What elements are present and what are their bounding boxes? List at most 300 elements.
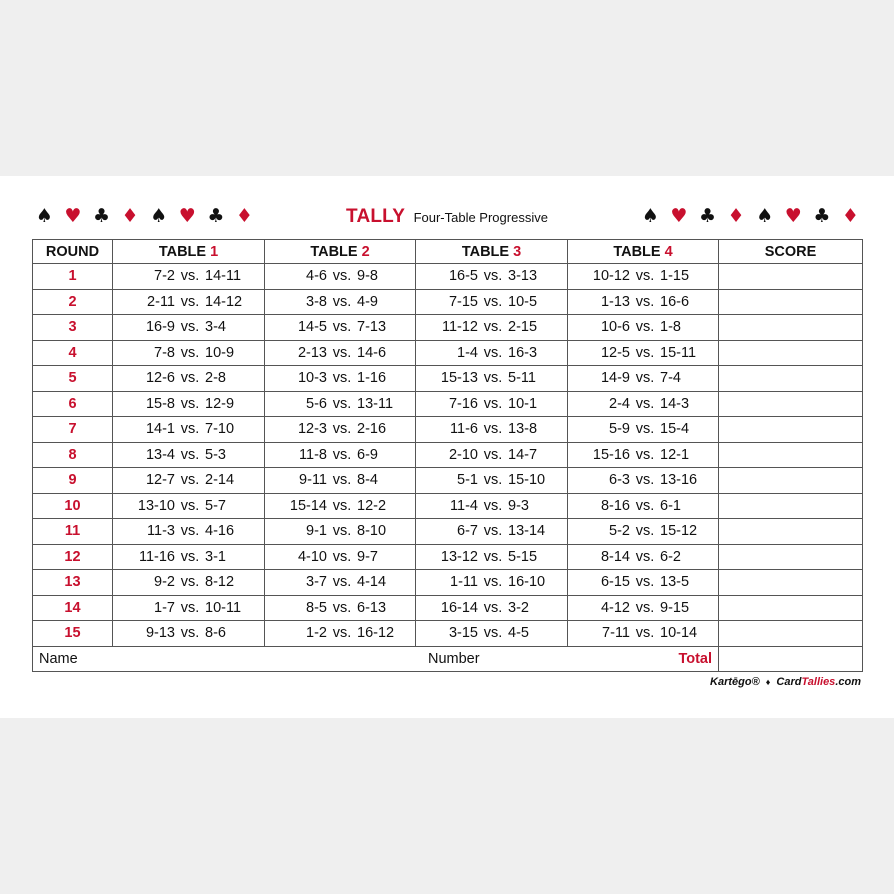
vs-label: vs. xyxy=(180,344,200,361)
title-tally: TALLY xyxy=(346,206,406,227)
pair-b: 8-4 xyxy=(357,472,378,489)
pair-b: 14-3 xyxy=(660,395,690,412)
pair-a: 4-12 xyxy=(600,599,630,616)
score-cell[interactable] xyxy=(719,366,863,392)
vs-label: vs. xyxy=(635,319,655,336)
pair-b: 2-8 xyxy=(205,370,226,387)
vs-label: vs. xyxy=(635,574,655,591)
table-row xyxy=(33,519,863,545)
tally-table xyxy=(32,239,863,672)
pair-b: 14-12 xyxy=(205,293,243,310)
vs-label: vs. xyxy=(332,395,352,412)
vs-label: vs. xyxy=(483,268,503,285)
round-number: 10 xyxy=(33,493,113,519)
vs-label: vs. xyxy=(635,293,655,310)
score-cell[interactable] xyxy=(719,315,863,341)
table-1-match xyxy=(113,315,265,341)
table-3-match xyxy=(416,493,568,519)
pair-a: 15-13 xyxy=(440,370,478,387)
round-number: 4 xyxy=(33,340,113,366)
pair-b: 3-1 xyxy=(205,548,226,565)
pair-a: 6-7 xyxy=(457,523,478,540)
table-3-match xyxy=(416,315,568,341)
vs-label: vs. xyxy=(635,395,655,412)
pair-a: 3-15 xyxy=(448,625,478,642)
pair-b: 2-14 xyxy=(205,472,235,489)
pair-b: 4-16 xyxy=(205,523,235,540)
score-cell[interactable] xyxy=(719,570,863,596)
round-number: 8 xyxy=(33,442,113,468)
table-row xyxy=(33,621,863,647)
vs-label: vs. xyxy=(332,497,352,514)
table-3-match xyxy=(416,366,568,392)
pair-a: 5-9 xyxy=(609,421,630,438)
table-4-match xyxy=(568,366,719,392)
table-4-match xyxy=(568,595,719,621)
pair-b: 3-2 xyxy=(508,599,529,616)
table-4-header: TABLE 4 xyxy=(568,240,719,264)
pair-a: 1-11 xyxy=(450,574,478,591)
vs-label: vs. xyxy=(332,268,352,285)
vs-label: vs. xyxy=(635,370,655,387)
vs-label: vs. xyxy=(332,548,352,565)
pair-b: 12-2 xyxy=(357,497,387,514)
table-2-match xyxy=(265,340,416,366)
vs-label: vs. xyxy=(635,268,655,285)
score-cell[interactable] xyxy=(719,442,863,468)
pair-a: 2-11 xyxy=(147,293,175,310)
title-subtitle: Four-Table Progressive xyxy=(413,210,548,225)
table-1-match xyxy=(113,468,265,494)
round-number: 11 xyxy=(33,519,113,545)
club-icon: ♣ xyxy=(207,205,225,227)
club-icon: ♣ xyxy=(92,205,110,227)
pair-a: 6-15 xyxy=(600,574,630,591)
pair-a: 12-6 xyxy=(145,370,175,387)
table-row xyxy=(33,340,863,366)
header-row xyxy=(33,240,863,264)
vs-label: vs. xyxy=(483,319,503,336)
pair-b: 8-6 xyxy=(205,625,226,642)
pair-b: 13-16 xyxy=(660,472,698,489)
table-row xyxy=(33,391,863,417)
pair-a: 15-16 xyxy=(592,446,630,463)
table-1-match xyxy=(113,289,265,315)
table-1-header: TABLE 1 xyxy=(113,240,265,264)
pair-b: 16-12 xyxy=(357,625,395,642)
table-3-match xyxy=(416,519,568,545)
pair-b: 9-15 xyxy=(660,599,690,616)
table-2-match xyxy=(265,442,416,468)
table-2-header: TABLE 2 xyxy=(265,240,416,264)
table-2-match xyxy=(265,391,416,417)
pair-b: 8-12 xyxy=(205,574,235,591)
pair-b: 13-14 xyxy=(508,523,546,540)
pair-a: 3-7 xyxy=(306,574,327,591)
table-row xyxy=(33,315,863,341)
table-3-match xyxy=(416,442,568,468)
pair-b: 15-12 xyxy=(660,523,698,540)
spade-icon: ♠ xyxy=(641,205,659,227)
table-row xyxy=(33,442,863,468)
vs-label: vs. xyxy=(332,344,352,361)
pair-b: 10-11 xyxy=(205,599,242,616)
pair-a: 8-14 xyxy=(600,548,630,565)
pair-a: 5-2 xyxy=(609,523,630,540)
score-cell[interactable] xyxy=(719,519,863,545)
table-1-match xyxy=(113,417,265,443)
round-number: 14 xyxy=(33,595,113,621)
table-2-match xyxy=(265,493,416,519)
pair-a: 2-13 xyxy=(297,344,327,361)
pair-b: 5-15 xyxy=(508,548,538,565)
heart-icon: ♥ xyxy=(784,205,802,227)
vs-label: vs. xyxy=(483,344,503,361)
pair-b: 9-8 xyxy=(357,268,378,285)
vs-label: vs. xyxy=(180,395,200,412)
table-4-match xyxy=(568,544,719,570)
pair-b: 5-7 xyxy=(205,497,226,514)
name-label: Name xyxy=(39,650,78,667)
round-header: ROUND xyxy=(33,240,113,264)
vs-label: vs. xyxy=(180,319,200,336)
table-2-match xyxy=(265,621,416,647)
site-com: .com xyxy=(835,676,861,688)
vs-label: vs. xyxy=(180,472,200,489)
pair-b: 3-13 xyxy=(508,268,538,285)
score-cell[interactable] xyxy=(719,417,863,443)
pair-b: 16-6 xyxy=(660,293,690,310)
pair-b: 1-15 xyxy=(660,268,690,285)
diamond-icon: ♦ xyxy=(727,205,745,227)
score-cell[interactable] xyxy=(719,493,863,519)
score-cell[interactable] xyxy=(719,544,863,570)
round-number: 15 xyxy=(33,621,113,647)
pair-a: 5-6 xyxy=(306,395,327,412)
vs-label: vs. xyxy=(332,421,352,438)
pair-b: 6-13 xyxy=(357,599,387,616)
pair-b: 13-8 xyxy=(508,421,538,438)
pair-b: 3-4 xyxy=(205,319,226,336)
score-cell[interactable] xyxy=(719,468,863,494)
table-row xyxy=(33,595,863,621)
pair-a: 1-7 xyxy=(154,599,175,616)
vs-label: vs. xyxy=(483,625,503,642)
table-4-match xyxy=(568,340,719,366)
table-1-match xyxy=(113,493,265,519)
table-3-match xyxy=(416,391,568,417)
round-number: 13 xyxy=(33,570,113,596)
vs-label: vs. xyxy=(635,548,655,565)
vs-label: vs. xyxy=(180,625,200,642)
pair-a: 9-11 xyxy=(299,472,327,489)
vs-label: vs. xyxy=(180,293,200,310)
site-tallies: Tallies xyxy=(801,676,836,688)
table-4-match xyxy=(568,442,719,468)
table-row xyxy=(33,366,863,392)
pair-a: 5-1 xyxy=(457,472,478,489)
score-cell[interactable] xyxy=(719,264,863,290)
pair-b: 1-16 xyxy=(357,370,387,387)
table-4-match xyxy=(568,468,719,494)
pair-a: 7-2 xyxy=(154,268,175,285)
pair-b: 6-1 xyxy=(660,497,681,514)
table-3-match xyxy=(416,340,568,366)
round-number: 1 xyxy=(33,264,113,290)
vs-label: vs. xyxy=(180,574,200,591)
pair-a: 14-1 xyxy=(145,421,175,438)
table-2-match xyxy=(265,417,416,443)
total-score-cell[interactable] xyxy=(719,646,863,672)
vs-label: vs. xyxy=(332,446,352,463)
pair-a: 1-13 xyxy=(600,293,630,310)
score-header: SCORE xyxy=(719,240,863,264)
footer-cell xyxy=(33,646,719,672)
pair-a: 4-10 xyxy=(297,548,327,565)
pair-b: 5-3 xyxy=(205,446,226,463)
vs-label: vs. xyxy=(180,370,200,387)
round-number: 5 xyxy=(33,366,113,392)
suits-right xyxy=(636,206,865,226)
table-4-match xyxy=(568,519,719,545)
table-1-match xyxy=(113,570,265,596)
pair-b: 9-7 xyxy=(357,548,378,565)
table-3-match xyxy=(416,264,568,290)
footer-row xyxy=(33,646,863,672)
heart-icon: ♥ xyxy=(178,205,196,227)
table-2-match xyxy=(265,570,416,596)
vs-label: vs. xyxy=(483,523,503,540)
round-number: 3 xyxy=(33,315,113,341)
heart-icon: ♥ xyxy=(64,205,82,227)
vs-label: vs. xyxy=(332,370,352,387)
table-1-match xyxy=(113,366,265,392)
pair-b: 10-9 xyxy=(205,344,235,361)
pair-b: 15-11 xyxy=(660,344,697,361)
pair-a: 1-4 xyxy=(457,344,478,361)
score-cell[interactable] xyxy=(719,621,863,647)
pair-a: 7-15 xyxy=(448,293,478,310)
pair-a: 9-13 xyxy=(145,625,175,642)
table-row xyxy=(33,544,863,570)
vs-label: vs. xyxy=(483,599,503,616)
pair-b: 7-10 xyxy=(205,421,235,438)
vs-label: vs. xyxy=(483,370,503,387)
round-number: 2 xyxy=(33,289,113,315)
vs-label: vs. xyxy=(332,319,352,336)
table-3-match xyxy=(416,468,568,494)
tally-card xyxy=(0,176,894,718)
pair-b: 4-14 xyxy=(357,574,387,591)
pair-b: 10-14 xyxy=(660,625,698,642)
table-2-match xyxy=(265,595,416,621)
pair-a: 15-8 xyxy=(145,395,175,412)
table-2-match xyxy=(265,315,416,341)
pair-b: 6-2 xyxy=(660,548,681,565)
pair-a: 12-5 xyxy=(600,344,630,361)
vs-label: vs. xyxy=(483,548,503,565)
pair-a: 11-4 xyxy=(450,497,478,514)
table-1-match xyxy=(113,544,265,570)
pair-b: 16-10 xyxy=(508,574,546,591)
score-cell[interactable] xyxy=(719,289,863,315)
table-1-match xyxy=(113,264,265,290)
score-cell[interactable] xyxy=(719,391,863,417)
pair-b: 12-1 xyxy=(660,446,690,463)
vs-label: vs. xyxy=(332,625,352,642)
pair-a: 10-3 xyxy=(297,370,327,387)
table-4-match xyxy=(568,391,719,417)
pair-a: 13-12 xyxy=(440,548,478,565)
pair-b: 13-11 xyxy=(357,395,394,412)
score-cell[interactable] xyxy=(719,595,863,621)
table-2-match xyxy=(265,366,416,392)
round-number: 12 xyxy=(33,544,113,570)
table-1-match xyxy=(113,391,265,417)
vs-label: vs. xyxy=(483,421,503,438)
pair-a: 7-11 xyxy=(602,625,630,642)
round-number: 7 xyxy=(33,417,113,443)
table-row xyxy=(33,264,863,290)
pair-a: 10-12 xyxy=(592,268,630,285)
pair-a: 11-16 xyxy=(138,548,175,565)
table-1-match xyxy=(113,519,265,545)
pair-b: 15-10 xyxy=(508,472,546,489)
vs-label: vs. xyxy=(483,472,503,489)
pair-b: 7-13 xyxy=(357,319,387,336)
diamond-icon: ♦ xyxy=(841,205,859,227)
table-3-match xyxy=(416,417,568,443)
pair-b: 14-7 xyxy=(508,446,538,463)
pair-b: 13-5 xyxy=(660,574,690,591)
site-card: Card xyxy=(776,676,802,688)
diamond-separator-icon: ♦ xyxy=(765,677,771,687)
vs-label: vs. xyxy=(635,344,655,361)
table-2-match xyxy=(265,289,416,315)
vs-label: vs. xyxy=(635,446,655,463)
pair-a: 16-5 xyxy=(448,268,478,285)
table-1-match xyxy=(113,595,265,621)
vs-label: vs. xyxy=(332,523,352,540)
diamond-icon: ♦ xyxy=(235,205,253,227)
table-2-match xyxy=(265,519,416,545)
pair-a: 16-14 xyxy=(440,599,478,616)
pair-a: 11-8 xyxy=(299,446,327,463)
table-3-match xyxy=(416,289,568,315)
pair-a: 4-6 xyxy=(306,268,327,285)
pair-a: 2-10 xyxy=(448,446,478,463)
pair-a: 3-8 xyxy=(306,293,327,310)
club-icon: ♣ xyxy=(813,205,831,227)
credit-line xyxy=(710,676,861,688)
pair-b: 4-5 xyxy=(508,625,529,642)
table-2-match xyxy=(265,264,416,290)
pair-b: 6-9 xyxy=(357,446,378,463)
pair-a: 14-5 xyxy=(297,319,327,336)
pair-b: 14-11 xyxy=(205,268,242,285)
score-cell[interactable] xyxy=(719,340,863,366)
table-3-match xyxy=(416,544,568,570)
vs-label: vs. xyxy=(180,548,200,565)
pair-a: 12-3 xyxy=(297,421,327,438)
vs-label: vs. xyxy=(180,421,200,438)
vs-label: vs. xyxy=(635,497,655,514)
pair-b: 15-4 xyxy=(660,421,690,438)
table-row xyxy=(33,468,863,494)
pair-a: 8-5 xyxy=(306,599,327,616)
pair-a: 10-6 xyxy=(600,319,630,336)
pair-a: 13-10 xyxy=(137,497,175,514)
table-3-match xyxy=(416,621,568,647)
vs-label: vs. xyxy=(180,523,200,540)
heart-icon: ♥ xyxy=(670,205,688,227)
pair-b: 9-3 xyxy=(508,497,529,514)
pair-a: 16-9 xyxy=(145,319,175,336)
vs-label: vs. xyxy=(332,293,352,310)
pair-a: 11-12 xyxy=(441,319,478,336)
table-3-header: TABLE 3 xyxy=(416,240,568,264)
vs-label: vs. xyxy=(332,599,352,616)
round-number: 9 xyxy=(33,468,113,494)
round-number: 6 xyxy=(33,391,113,417)
pair-a: 2-4 xyxy=(609,395,630,412)
pair-b: 5-11 xyxy=(508,370,536,387)
pair-a: 12-7 xyxy=(145,472,175,489)
pair-a: 8-16 xyxy=(600,497,630,514)
vs-label: vs. xyxy=(483,395,503,412)
pair-a: 7-8 xyxy=(154,344,175,361)
table-1-match xyxy=(113,340,265,366)
pair-b: 12-9 xyxy=(205,395,235,412)
table-4-match xyxy=(568,621,719,647)
table-4-match xyxy=(568,570,719,596)
total-label: Total xyxy=(678,650,712,667)
table-4-match xyxy=(568,289,719,315)
pair-a: 11-3 xyxy=(147,523,175,540)
vs-label: vs. xyxy=(483,293,503,310)
pair-a: 14-9 xyxy=(600,370,630,387)
vs-label: vs. xyxy=(180,497,200,514)
vs-label: vs. xyxy=(635,599,655,616)
pair-a: 13-4 xyxy=(145,446,175,463)
table-3-match xyxy=(416,570,568,596)
pair-b: 10-1 xyxy=(508,395,538,412)
pair-b: 2-16 xyxy=(357,421,387,438)
vs-label: vs. xyxy=(483,446,503,463)
pair-a: 6-3 xyxy=(609,472,630,489)
table-row xyxy=(33,417,863,443)
spade-icon: ♠ xyxy=(35,205,53,227)
pair-b: 1-8 xyxy=(660,319,681,336)
vs-label: vs. xyxy=(180,268,200,285)
pair-b: 14-6 xyxy=(357,344,387,361)
diamond-icon: ♦ xyxy=(121,205,139,227)
vs-label: vs. xyxy=(635,421,655,438)
number-label: Number xyxy=(428,650,480,667)
vs-label: vs. xyxy=(635,625,655,642)
pair-a: 1-2 xyxy=(306,625,327,642)
pair-b: 2-15 xyxy=(508,319,538,336)
vs-label: vs. xyxy=(332,574,352,591)
table-1-match xyxy=(113,442,265,468)
table-2-match xyxy=(265,468,416,494)
table-4-match xyxy=(568,264,719,290)
table-1-match xyxy=(113,621,265,647)
table-2-match xyxy=(265,544,416,570)
vs-label: vs. xyxy=(635,472,655,489)
pair-b: 10-5 xyxy=(508,293,538,310)
pair-b: 16-3 xyxy=(508,344,538,361)
